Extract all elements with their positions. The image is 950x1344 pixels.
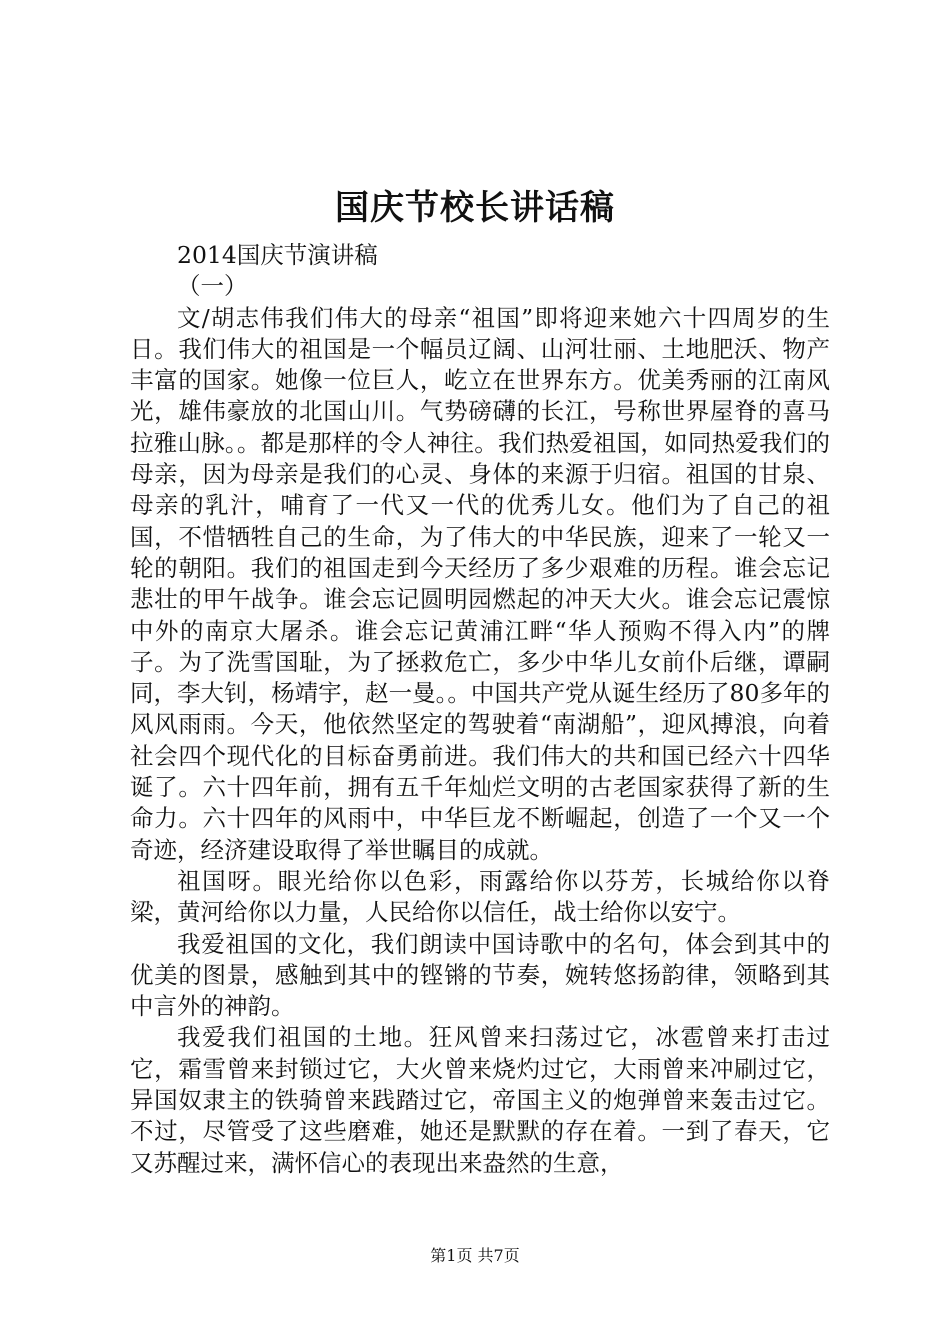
paragraph-1: 文/胡志伟我们伟大的母亲“祖国”即将迎来她六十四周岁的生日。我们伟大的祖国是一个幅员辽阔、山河壮丽、土地肥沃、物产丰富的国家。她像一位巨人，屹立在世界东方。优美秀丽的江南风光，雄伟豪放的北国山川。气势磅礴的长江，号称世界屋脊的喜马拉雅山脉。。都是那样的令人神往。我们热爱祖国，如同热爱我们的母亲，因为母亲是我们的心灵、身体的来源于归宿。祖国的甘泉、母亲的乳汁，哺育了一代又一代的优秀儿女。他们为了自己的祖国，不惜牺牲自己的生命，为了伟大的中华民族，迎来了一轮又一轮的朝阳。我们的祖国走到今天经历了多少艰难的历程。谁会忘记悲壮的甲午战争。谁会忘记圆明园燃起的冲天大火。谁会忘记震惊中外的南京大屠杀。谁会忘记黄浦江畔“华人预购不得入内”的牌子。为了洗雪国耻，为了拯救危亡，多少中华儿女前仆后继，谭嗣同，李大钊，杨靖宇，赵一曼。。中国共产党从诞生经历了80多年的风风雨雨。今天，他依然坚定的驾驶着“南湖船”，迎风搏浪，向着社会四个现代化的目标奋勇前进。我们伟大的共和国已经六十四华诞了。六十四年前，拥有五千年灿烂文明的古老国家获得了新的生命力。六十四年的风雨中，中华巨龙不断崛起，创造了一个又一个奇迹，经济建设取得了举世瞩目的成就。	[130, 303, 830, 864]
document-title: 国庆节校长讲话稿	[335, 188, 615, 228]
paragraph-4: 我爱我们祖国的土地。狂风曾来扫荡过它，冰雹曾来打击过它，霜雪曾来封锁过它，大火曾来烧灼过它，大雨曾来冲刷过它，异国奴隶主的铁骑曾来践踏过它，帝国主义的炮弹曾来轰击过它。不过，尽管受了这些磨难，她还是默默的存在着。一到了春天，它又苏醒过来，满怀信心的表现出来盎然的生意，	[130, 1023, 830, 1177]
section-marker: （一）	[177, 272, 248, 301]
document-body	[130, 240, 830, 1179]
page-footer: 第1页 共7页	[430, 1246, 520, 1265]
paragraph-2: 祖国呀。眼光给你以色彩，雨露给你以芬芳，长城给你以脊梁，黄河给你以力量，人民给你以信任，战士给你以安宁。	[130, 866, 830, 927]
document-subtitle: 2014国庆节演讲稿	[177, 241, 378, 269]
paragraph-3: 我爱祖国的文化，我们朗读中国诗歌中的名句，体会到其中的优美的图景，感触到其中的铿锵的节奏，婉转悠扬韵律，领略到其中言外的神韵。	[130, 929, 830, 1021]
